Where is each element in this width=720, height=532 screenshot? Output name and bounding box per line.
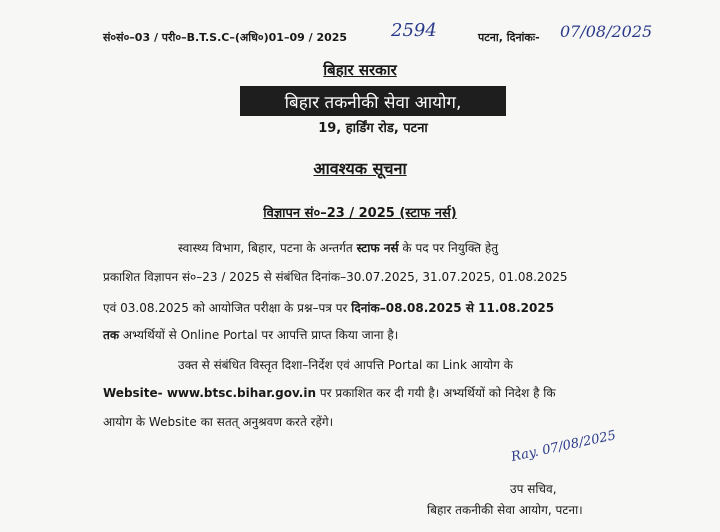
paragraph-1-line-4 bbox=[103, 326, 398, 343]
post-name: स्टाफ नर्स bbox=[356, 241, 399, 255]
advertisement-number bbox=[0, 202, 720, 221]
commission-name: बिहार तकनीकी सेवा आयोग, bbox=[284, 92, 462, 113]
office-address: 19, हार्डिंग रोड, पटना bbox=[318, 121, 428, 136]
text-segment: पर प्रकाशित कर दी गयी है। अभ्यर्थियों को निदेश है कि bbox=[316, 386, 556, 400]
text-segment-bold: तक bbox=[103, 328, 120, 342]
advertisement-number-text: विज्ञापन सं०–23 / 2025 (स्टाफ नर्स) bbox=[263, 206, 457, 221]
handwritten-date: 07/08/2025 bbox=[560, 22, 653, 41]
text-segment: के पद पर नियुक्ति हेतु bbox=[398, 241, 499, 255]
text-segment: अभ्यर्थियों से Online Portal पर आपत्ति प्राप्त किया जाना है। bbox=[119, 328, 399, 342]
paragraph-2-line-2 bbox=[103, 384, 556, 401]
website-link[interactable]: Website- www.btsc.bihar.gov.in bbox=[103, 386, 317, 400]
paragraph-1-line-2: प्रकाशित विज्ञापन सं०–23 / 2025 से संबंधित दिनांक–30.07.2025, 31.07.2025, 01.08.2025 bbox=[103, 270, 568, 284]
commission-banner bbox=[240, 86, 506, 116]
signatory-designation: उप सचिव, bbox=[510, 482, 557, 496]
paragraph-1-line-1 bbox=[178, 239, 498, 256]
text-segment: एवं 03.08.2025 को आयोजित परीक्षा के प्रश्न–पत्र पर bbox=[103, 301, 352, 315]
paragraph-2-line-3: आयोग के Website का सतत् अनुश्रवण करते रहेंगे। bbox=[103, 415, 334, 429]
text-segment: स्वास्थ्य विभाग, बिहार, पटना के अन्तर्गत bbox=[178, 241, 357, 255]
notice-title bbox=[0, 157, 720, 179]
signatory-office: बिहार तकनीकी सेवा आयोग, पटना। bbox=[427, 503, 583, 517]
paragraph-1-line-3 bbox=[103, 299, 554, 316]
paragraph-2-line-1: उक्त से संबंधित विस्तृत दिशा–निर्देश एवं आपत्ति Portal का Link आयोग के bbox=[178, 358, 513, 372]
handwritten-signature: Ray. 07/08/2025 bbox=[509, 428, 618, 465]
government-heading bbox=[0, 60, 720, 80]
date-label: पटना, दिनांकः- bbox=[478, 31, 540, 44]
notice-title-text: आवश्यक सूचना bbox=[313, 159, 407, 178]
reference-number: सं०सं०–03 / परी०–B.T.S.C–(अधि०)01–09 / 2025 bbox=[103, 31, 348, 44]
objection-date-range: दिनांक–08.08.2025 से 11.08.2025 bbox=[351, 301, 555, 315]
government-heading-text: बिहार सरकार bbox=[323, 61, 397, 79]
handwritten-reference-number: 2594 bbox=[391, 20, 437, 41]
